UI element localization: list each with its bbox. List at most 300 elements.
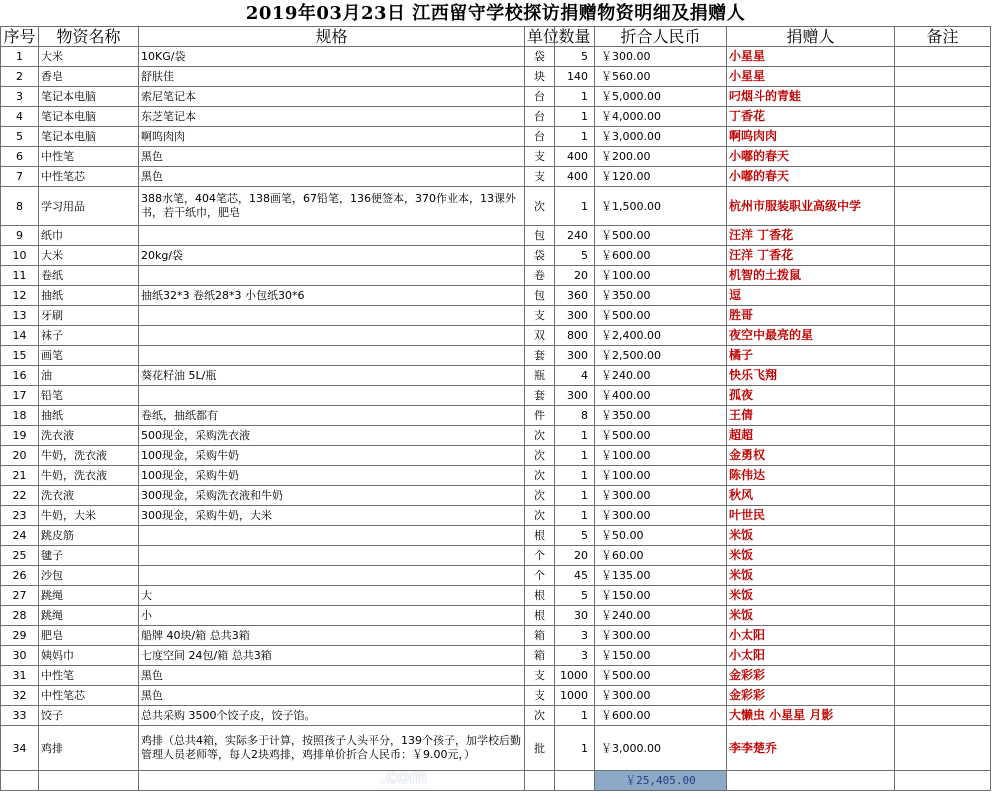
table-row (1, 167, 991, 187)
cell-spec[interactable]: 100现金，采购牛奶 (139, 446, 525, 466)
cell-no[interactable]: 9 (1, 226, 39, 246)
cell-spec[interactable]: 300现金，采购洗衣液和牛奶 (139, 486, 525, 506)
cell-amount[interactable]: ￥3,000.00 (595, 127, 727, 147)
cell-unit[interactable]: 包 (525, 286, 555, 306)
cell-amount[interactable]: ￥560.00 (595, 67, 727, 87)
cell-spec[interactable]: 小 (139, 606, 525, 626)
cell-note[interactable] (895, 466, 991, 486)
cell-note[interactable] (895, 266, 991, 286)
cell-note[interactable] (895, 526, 991, 546)
cell-name[interactable]: 卷纸 (39, 266, 139, 286)
cell-qty[interactable]: 240 (555, 226, 595, 246)
table-row (1, 306, 991, 326)
cell-name[interactable]: 姨妈巾 (39, 646, 139, 666)
cell-donor[interactable]: 超超 (727, 426, 895, 446)
cell-qty[interactable]: 1 (555, 127, 595, 147)
cell-note[interactable] (895, 167, 991, 187)
cell-qty[interactable]: 1 (555, 466, 595, 486)
cell-note[interactable] (895, 586, 991, 606)
cell-donor[interactable]: 小嘟的春天 (727, 167, 895, 187)
cell-amount[interactable]: ￥600.00 (595, 246, 727, 266)
table-row (1, 566, 991, 586)
cell-unit[interactable]: 根 (525, 606, 555, 626)
cell-unit[interactable]: 次 (525, 446, 555, 466)
cell-amount[interactable]: ￥50.00 (595, 526, 727, 546)
cell-name[interactable]: 中性笔 (39, 147, 139, 167)
cell-unit[interactable]: 支 (525, 306, 555, 326)
cell-unit[interactable]: 套 (525, 386, 555, 406)
cell-amount[interactable]: ￥600.00 (595, 706, 727, 726)
cell-donor[interactable]: 叶世民 (727, 506, 895, 526)
cell-note[interactable] (895, 726, 991, 771)
cell-amount[interactable]: ￥300.00 (595, 486, 727, 506)
cell-amount[interactable]: ￥350.00 (595, 286, 727, 306)
cell-amount[interactable]: ￥135.00 (595, 566, 727, 586)
cell-donor[interactable]: 机智的土拨鼠 (727, 266, 895, 286)
cell-donor[interactable]: 王倩 (727, 406, 895, 426)
cell-name[interactable]: 笔记本电脑 (39, 107, 139, 127)
header-donor[interactable]: 捐赠人 (727, 27, 895, 47)
cell-no[interactable]: 27 (1, 586, 39, 606)
table-row (1, 586, 991, 606)
cell-spec[interactable]: 20kg/袋 (139, 246, 525, 266)
cell-unit[interactable]: 次 (525, 506, 555, 526)
cell-note[interactable] (895, 346, 991, 366)
cell-spec[interactable]: 300现金，采购牛奶，大米 (139, 506, 525, 526)
cell-spec[interactable]: 黑色 (139, 147, 525, 167)
cell-no[interactable]: 19 (1, 426, 39, 446)
cell-no[interactable]: 3 (1, 87, 39, 107)
empty-cell[interactable] (1, 771, 39, 791)
cell-qty[interactable]: 4 (555, 366, 595, 386)
cell-note[interactable] (895, 306, 991, 326)
cell-no[interactable]: 32 (1, 686, 39, 706)
cell-no[interactable]: 11 (1, 266, 39, 286)
cell-amount[interactable]: ￥120.00 (595, 167, 727, 187)
cell-spec[interactable]: 388水笔，404笔芯，138画笔，67铅笔，136便签本，370作业本，13课外书，若干纸巾，肥皂 (139, 187, 525, 226)
header-note[interactable]: 备注 (895, 27, 991, 47)
cell-amount[interactable]: ￥500.00 (595, 306, 727, 326)
cell-spec[interactable]: 舒肤佳 (139, 67, 525, 87)
cell-donor[interactable]: 小太阳 (727, 626, 895, 646)
header-qty[interactable]: 数量 (555, 27, 595, 47)
cell-no[interactable]: 30 (1, 646, 39, 666)
header-no[interactable]: 序号 (1, 27, 39, 47)
cell-amount[interactable]: ￥350.00 (595, 406, 727, 426)
cell-amount[interactable]: ￥300.00 (595, 686, 727, 706)
cell-spec[interactable] (139, 566, 525, 586)
cell-qty[interactable]: 5 (555, 246, 595, 266)
empty-cell[interactable] (39, 771, 139, 791)
cell-note[interactable] (895, 326, 991, 346)
cell-donor[interactable]: 汪洋 丁香花 (727, 226, 895, 246)
cell-donor[interactable]: 金彩彩 (727, 686, 895, 706)
cell-amount[interactable]: ￥500.00 (595, 426, 727, 446)
cell-qty[interactable]: 1000 (555, 686, 595, 706)
cell-note[interactable] (895, 386, 991, 406)
cell-amount[interactable]: ￥300.00 (595, 506, 727, 526)
cell-note[interactable] (895, 226, 991, 246)
cell-name[interactable]: 中性笔芯 (39, 167, 139, 187)
cell-donor[interactable]: 叼烟斗的青蛙 (727, 87, 895, 107)
cell-no[interactable]: 23 (1, 506, 39, 526)
cell-qty[interactable]: 300 (555, 306, 595, 326)
cell-unit[interactable]: 包 (525, 226, 555, 246)
cell-spec[interactable]: 黑色 (139, 167, 525, 187)
empty-cell[interactable] (139, 771, 525, 791)
cell-name[interactable]: 饺子 (39, 706, 139, 726)
cell-qty[interactable]: 8 (555, 406, 595, 426)
cell-qty[interactable]: 20 (555, 266, 595, 286)
cell-note[interactable] (895, 666, 991, 686)
cell-unit[interactable]: 次 (525, 486, 555, 506)
cell-qty[interactable]: 1 (555, 706, 595, 726)
cell-no[interactable]: 21 (1, 466, 39, 486)
cell-donor[interactable]: 快乐飞翔 (727, 366, 895, 386)
header-unit[interactable]: 单位 (525, 27, 555, 47)
cell-note[interactable] (895, 686, 991, 706)
cell-qty[interactable]: 300 (555, 346, 595, 366)
cell-spec[interactable]: 总共采购 3500个饺子皮，饺子馅。 (139, 706, 525, 726)
cell-name[interactable]: 牙刷 (39, 306, 139, 326)
table-row (1, 626, 991, 646)
cell-qty[interactable]: 45 (555, 566, 595, 586)
cell-name[interactable]: 铅笔 (39, 386, 139, 406)
cell-unit[interactable]: 个 (525, 546, 555, 566)
cell-amount[interactable]: ￥5,000.00 (595, 87, 727, 107)
cell-qty[interactable]: 400 (555, 147, 595, 167)
cell-spec[interactable]: 葵花籽油 5L/瓶 (139, 366, 525, 386)
cell-name[interactable]: 抽纸 (39, 286, 139, 306)
cell-unit[interactable]: 次 (525, 426, 555, 446)
table-row (1, 406, 991, 426)
cell-no[interactable]: 16 (1, 366, 39, 386)
table-row (1, 526, 991, 546)
cell-qty[interactable]: 1 (555, 486, 595, 506)
cell-qty[interactable]: 800 (555, 326, 595, 346)
cell-unit[interactable]: 根 (525, 586, 555, 606)
cell-spec[interactable]: 黑色 (139, 686, 525, 706)
cell-note[interactable] (895, 286, 991, 306)
cell-amount[interactable]: ￥300.00 (595, 47, 727, 67)
cell-note[interactable] (895, 67, 991, 87)
cell-donor[interactable]: 夜空中最亮的星 (727, 326, 895, 346)
cell-no[interactable]: 10 (1, 246, 39, 266)
total-amount[interactable]: ￥25,405.00 (595, 771, 727, 791)
cell-donor[interactable]: 橘子 (727, 346, 895, 366)
cell-unit[interactable]: 批 (525, 726, 555, 771)
cell-amount[interactable]: ￥100.00 (595, 446, 727, 466)
cell-no[interactable]: 31 (1, 666, 39, 686)
cell-donor[interactable]: 汪洋 丁香花 (727, 246, 895, 266)
cell-note[interactable] (895, 606, 991, 626)
cell-note[interactable] (895, 47, 991, 67)
header-amount[interactable]: 折合人民币 (595, 27, 727, 47)
cell-amount[interactable]: ￥240.00 (595, 366, 727, 386)
cell-amount[interactable]: ￥240.00 (595, 606, 727, 626)
cell-donor[interactable]: 米饭 (727, 526, 895, 546)
cell-no[interactable]: 15 (1, 346, 39, 366)
cell-note[interactable] (895, 147, 991, 167)
cell-amount[interactable]: ￥4,000.00 (595, 107, 727, 127)
empty-cell[interactable] (895, 771, 991, 791)
cell-unit[interactable]: 次 (525, 706, 555, 726)
cell-amount[interactable]: ￥300.00 (595, 626, 727, 646)
cell-qty[interactable]: 1000 (555, 666, 595, 686)
cell-name[interactable]: 鸡排 (39, 726, 139, 771)
cell-name[interactable]: 学习用品 (39, 187, 139, 226)
cell-donor[interactable]: 大懒虫 小星星 月影 (727, 706, 895, 726)
cell-donor[interactable]: 孤夜 (727, 386, 895, 406)
cell-donor[interactable]: 秋风 (727, 486, 895, 506)
cell-donor[interactable]: 啊呜肉肉 (727, 127, 895, 147)
cell-amount[interactable]: ￥150.00 (595, 646, 727, 666)
cell-note[interactable] (895, 406, 991, 426)
cell-name[interactable]: 油 (39, 366, 139, 386)
cell-donor[interactable]: 小星星 (727, 67, 895, 87)
cell-no[interactable]: 2 (1, 67, 39, 87)
cell-amount[interactable]: ￥2,500.00 (595, 346, 727, 366)
cell-unit[interactable]: 袋 (525, 47, 555, 67)
cell-unit[interactable]: 支 (525, 167, 555, 187)
cell-name[interactable]: 纸巾 (39, 226, 139, 246)
cell-no[interactable]: 22 (1, 486, 39, 506)
cell-spec[interactable]: 船牌 40块/箱 总共3箱 (139, 626, 525, 646)
cell-donor[interactable]: 米饭 (727, 546, 895, 566)
cell-name[interactable]: 画笔 (39, 346, 139, 366)
cell-note[interactable] (895, 546, 991, 566)
cell-unit[interactable]: 瓶 (525, 366, 555, 386)
cell-no[interactable]: 13 (1, 306, 39, 326)
cell-amount[interactable]: ￥60.00 (595, 546, 727, 566)
cell-qty[interactable]: 360 (555, 286, 595, 306)
cell-qty[interactable]: 3 (555, 626, 595, 646)
cell-name[interactable]: 牛奶，大米 (39, 506, 139, 526)
cell-amount[interactable]: ￥150.00 (595, 586, 727, 606)
cell-name[interactable]: 跳皮筋 (39, 526, 139, 546)
cell-qty[interactable]: 30 (555, 606, 595, 626)
cell-qty[interactable]: 1 (555, 446, 595, 466)
cell-note[interactable] (895, 566, 991, 586)
cell-qty[interactable]: 1 (555, 426, 595, 446)
cell-spec[interactable]: 啊呜肉肉 (139, 127, 525, 147)
cell-name[interactable]: 大米 (39, 246, 139, 266)
cell-qty[interactable]: 1 (555, 726, 595, 771)
cell-note[interactable] (895, 646, 991, 666)
cell-no[interactable]: 8 (1, 187, 39, 226)
cell-no[interactable]: 28 (1, 606, 39, 626)
cell-spec[interactable]: 七度空间 24包/箱 总共3箱 (139, 646, 525, 666)
cell-spec[interactable] (139, 266, 525, 286)
cell-donor[interactable]: 小嘟的春天 (727, 147, 895, 167)
cell-name[interactable]: 中性笔 (39, 666, 139, 686)
cell-spec[interactable] (139, 226, 525, 246)
empty-cell[interactable] (555, 771, 595, 791)
cell-name[interactable]: 抽纸 (39, 406, 139, 426)
cell-name[interactable]: 大米 (39, 47, 139, 67)
cell-note[interactable] (895, 87, 991, 107)
cell-spec[interactable] (139, 526, 525, 546)
cell-donor[interactable]: 丁香花 (727, 107, 895, 127)
cell-unit[interactable]: 次 (525, 466, 555, 486)
cell-name[interactable]: 肥皂 (39, 626, 139, 646)
cell-note[interactable] (895, 426, 991, 446)
cell-spec[interactable]: 鸡排（总共4箱，实际多于计算，按照孩子人头平分，139个孩子，加学校后勤管理人员老师等，每人2块鸡排，鸡排单价折合人民币：￥9.00元，） (139, 726, 525, 771)
cell-note[interactable] (895, 127, 991, 147)
cell-no[interactable]: 18 (1, 406, 39, 426)
empty-cell[interactable] (727, 771, 895, 791)
cell-qty[interactable]: 300 (555, 386, 595, 406)
cell-donor[interactable]: 小星星 (727, 47, 895, 67)
cell-no[interactable]: 29 (1, 626, 39, 646)
table-row (1, 366, 991, 386)
cell-name[interactable]: 洗衣液 (39, 486, 139, 506)
cell-unit[interactable]: 支 (525, 686, 555, 706)
cell-unit[interactable]: 箱 (525, 646, 555, 666)
cell-spec[interactable] (139, 546, 525, 566)
cell-name[interactable]: 袜子 (39, 326, 139, 346)
cell-spec[interactable] (139, 326, 525, 346)
cell-qty[interactable]: 20 (555, 546, 595, 566)
cell-unit[interactable]: 双 (525, 326, 555, 346)
cell-no[interactable]: 24 (1, 526, 39, 546)
cell-amount[interactable]: ￥100.00 (595, 466, 727, 486)
cell-spec[interactable]: 500现金，采购洗衣液 (139, 426, 525, 446)
cell-spec[interactable]: 10KG/袋 (139, 47, 525, 67)
cell-note[interactable] (895, 107, 991, 127)
cell-donor[interactable]: 胜哥 (727, 306, 895, 326)
cell-qty[interactable]: 1 (555, 506, 595, 526)
cell-unit[interactable]: 根 (525, 526, 555, 546)
cell-qty[interactable]: 5 (555, 47, 595, 67)
cell-donor[interactable]: 金彩彩 (727, 666, 895, 686)
cell-spec[interactable] (139, 306, 525, 326)
cell-note[interactable] (895, 246, 991, 266)
cell-qty[interactable]: 1 (555, 187, 595, 226)
cell-unit[interactable]: 块 (525, 67, 555, 87)
cell-note[interactable] (895, 486, 991, 506)
cell-name[interactable]: 牛奶，洗衣液 (39, 446, 139, 466)
cell-amount[interactable]: ￥500.00 (595, 226, 727, 246)
cell-qty[interactable]: 5 (555, 586, 595, 606)
cell-note[interactable] (895, 446, 991, 466)
cell-no[interactable]: 25 (1, 546, 39, 566)
cell-name[interactable]: 香皂 (39, 67, 139, 87)
cell-no[interactable]: 34 (1, 726, 39, 771)
cell-unit[interactable]: 袋 (525, 246, 555, 266)
cell-spec[interactable]: 东芝笔记本 (139, 107, 525, 127)
cell-donor[interactable]: 小太阳 (727, 646, 895, 666)
cell-donor[interactable]: 李李楚乔 (727, 726, 895, 771)
header-spec[interactable]: 规格 (139, 27, 525, 47)
cell-no[interactable]: 4 (1, 107, 39, 127)
cell-amount[interactable]: ￥100.00 (595, 266, 727, 286)
cell-note[interactable] (895, 187, 991, 226)
cell-spec[interactable]: 索尼笔记本 (139, 87, 525, 107)
cell-amount[interactable]: ￥3,000.00 (595, 726, 727, 771)
table-row (1, 706, 991, 726)
cell-note[interactable] (895, 366, 991, 386)
cell-amount[interactable]: ￥400.00 (595, 386, 727, 406)
cell-no[interactable]: 17 (1, 386, 39, 406)
cell-donor[interactable]: 逗 (727, 286, 895, 306)
cell-no[interactable]: 33 (1, 706, 39, 726)
cell-spec[interactable] (139, 386, 525, 406)
cell-unit[interactable]: 箱 (525, 626, 555, 646)
cell-donor[interactable]: 米饭 (727, 586, 895, 606)
cell-qty[interactable]: 400 (555, 167, 595, 187)
cell-spec[interactable]: 卷纸，抽纸都有 (139, 406, 525, 426)
cell-donor[interactable]: 米饭 (727, 566, 895, 586)
cell-qty[interactable]: 140 (555, 67, 595, 87)
cell-no[interactable]: 14 (1, 326, 39, 346)
cell-donor[interactable]: 陈伟达 (727, 466, 895, 486)
cell-donor[interactable]: 米饭 (727, 606, 895, 626)
cell-name[interactable]: 跳绳 (39, 586, 139, 606)
cell-unit[interactable]: 台 (525, 107, 555, 127)
cell-note[interactable] (895, 706, 991, 726)
cell-donor[interactable]: 金勇权 (727, 446, 895, 466)
cell-unit[interactable]: 台 (525, 87, 555, 107)
cell-spec[interactable]: 抽纸32*3 卷纸28*3 小包纸30*6 (139, 286, 525, 306)
cell-qty[interactable]: 1 (555, 87, 595, 107)
cell-note[interactable] (895, 506, 991, 526)
cell-unit[interactable]: 支 (525, 666, 555, 686)
table-row (1, 87, 991, 107)
cell-spec[interactable] (139, 346, 525, 366)
table-row (1, 107, 991, 127)
cell-unit[interactable]: 套 (525, 346, 555, 366)
empty-cell[interactable] (525, 771, 555, 791)
cell-no[interactable]: 26 (1, 566, 39, 586)
table-row (1, 426, 991, 446)
cell-unit[interactable]: 次 (525, 187, 555, 226)
cell-name[interactable]: 笔记本电脑 (39, 127, 139, 147)
header-name[interactable]: 物资名称 (39, 27, 139, 47)
cell-name[interactable]: 沙包 (39, 566, 139, 586)
cell-no[interactable]: 6 (1, 147, 39, 167)
cell-name[interactable]: 笔记本电脑 (39, 87, 139, 107)
cell-name[interactable]: 牛奶，洗衣液 (39, 466, 139, 486)
cell-unit[interactable]: 个 (525, 566, 555, 586)
cell-note[interactable] (895, 626, 991, 646)
cell-amount[interactable]: ￥200.00 (595, 147, 727, 167)
cell-name[interactable]: 中性笔芯 (39, 686, 139, 706)
cell-donor[interactable]: 杭州市服装职业高级中学 (727, 187, 895, 226)
cell-qty[interactable]: 3 (555, 646, 595, 666)
cell-no[interactable]: 20 (1, 446, 39, 466)
cell-spec[interactable]: 100现金，采购牛奶 (139, 466, 525, 486)
cell-qty[interactable]: 5 (555, 526, 595, 546)
cell-qty[interactable]: 1 (555, 107, 595, 127)
cell-spec[interactable]: 大 (139, 586, 525, 606)
cell-unit[interactable]: 台 (525, 127, 555, 147)
cell-no[interactable]: 7 (1, 167, 39, 187)
cell-name[interactable]: 洗衣液 (39, 426, 139, 446)
cell-spec[interactable]: 黑色 (139, 666, 525, 686)
cell-name[interactable]: 跳绳 (39, 606, 139, 626)
cell-amount[interactable]: ￥2,400.00 (595, 326, 727, 346)
cell-amount[interactable]: ￥500.00 (595, 666, 727, 686)
cell-amount[interactable]: ￥1,500.00 (595, 187, 727, 226)
cell-unit[interactable]: 支 (525, 147, 555, 167)
cell-no[interactable]: 1 (1, 47, 39, 67)
cell-name[interactable]: 毽子 (39, 546, 139, 566)
cell-no[interactable]: 5 (1, 127, 39, 147)
cell-no[interactable]: 12 (1, 286, 39, 306)
cell-unit[interactable]: 件 (525, 406, 555, 426)
cell-unit[interactable]: 卷 (525, 266, 555, 286)
